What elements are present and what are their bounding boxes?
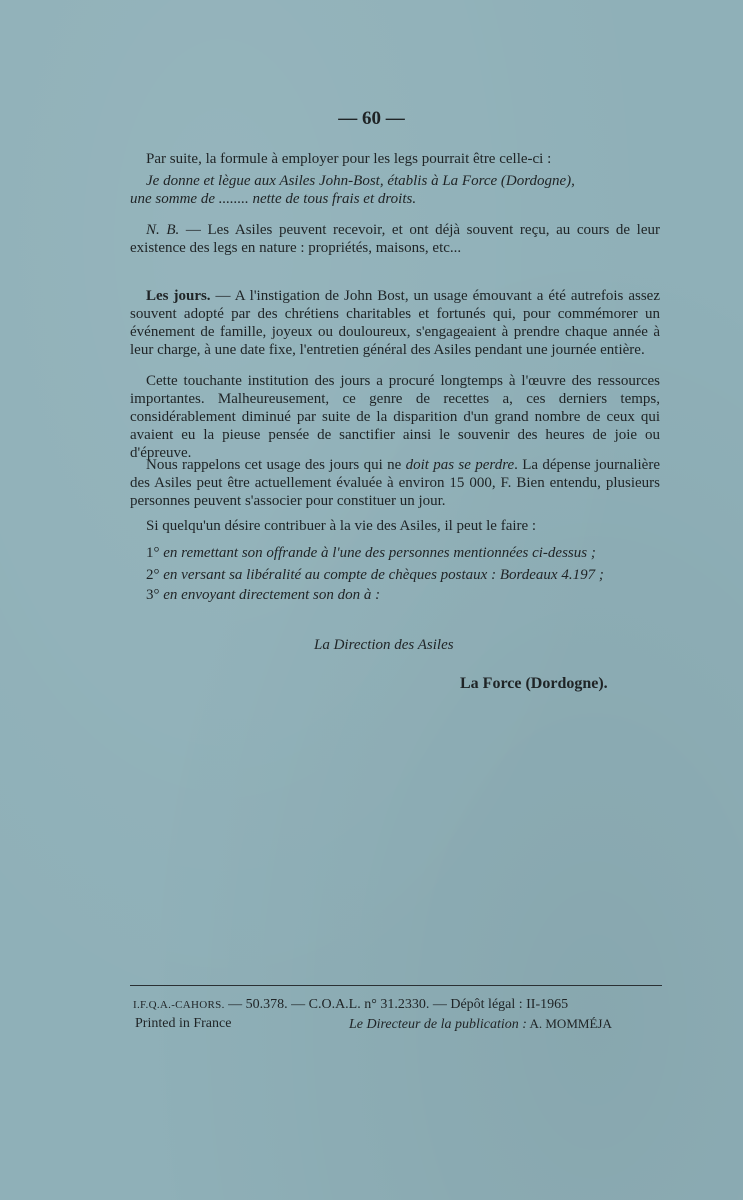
nb-text: — Les Asiles peuvent recevoir, et ont déjà souvent reçu, au cours de leur existence des legs en nature : propriétés, maisons, etc... — [130, 222, 660, 256]
jours-paragraph-1 — [130, 287, 660, 359]
footer-director-name: A. MOMMÉJA — [526, 1016, 612, 1031]
footer-codes: — 50.378. — C.O.A.L. n° 31.2330. — Dépôt légal : II-1965 — [224, 997, 569, 1012]
footer-director-label: Le Directeur de la publication : — [349, 1017, 527, 1032]
contribute-item-text: en envoyant directement son don à : — [163, 587, 381, 603]
footer-divider — [130, 985, 662, 986]
contribute-item — [146, 586, 380, 604]
footer-line-1 — [133, 997, 568, 1013]
contribute-item-num: 1° — [146, 545, 160, 561]
contribute-item-text: en remettant son offrande à l'une des personnes mentionnées ci-dessus ; — [163, 545, 596, 561]
jours-paragraph-3 — [130, 456, 660, 510]
legs-intro: Par suite, la formule à employer pour les legs pourrait être celle-ci : — [146, 151, 552, 167]
signature-direction: La Direction des Asiles — [314, 637, 454, 653]
contribute-item-text: en versant sa libéralité au compte de chèques postaux : Bordeaux 4.197 ; — [163, 567, 604, 583]
footer-printer: I.F.Q.A.-CAHORS. — [133, 999, 225, 1011]
legs-formula-line2: une somme de ........ nette de tous frais et droits. — [130, 191, 417, 207]
footer-printed: Printed in France — [135, 1016, 232, 1031]
legs-formula-line1: Je donne et lègue aux Asiles John-Bost, établis à La Force (Dordogne), — [146, 173, 575, 189]
footer-director — [349, 1016, 612, 1033]
jours-p3-a: Nous rappelons cet usage des jours qui ne — [146, 457, 406, 473]
jours-p3-b: . La dépense journalière des Asiles peut être actuellement évaluée à environ 15 000, F. Bien entendu, plusieurs personnes peuvent s'associer pour constituer un jour. — [130, 457, 660, 509]
jours-paragraph-2: Cette touchante institution des jours a procuré longtemps à l'œuvre des ressources importantes. Malheureusement, ce genre de recettes a, ces derniers temps, considérablement diminué par suite de la disparition d'un grand nombre de ceux qui avaient eu la pieuse pensée de sanctifier ainsi le souvenir des heures de joie ou d'épreuve. — [130, 373, 660, 461]
jours-p1-text: — A l'instigation de John Bost, un usage émouvant a été autrefois assez souvent adopté par des chrétiens charitables et fortunés qui, pour commémorer un événement de famille, joyeux ou douloureux, s'engageaient à prendre chaque année à leur charge, à une date fixe, l'entretien général des Asiles pendant une journée entière. — [130, 288, 660, 358]
nb-paragraph — [130, 221, 660, 257]
contribute-item — [146, 566, 604, 584]
nb-label: N. B. — [146, 222, 180, 238]
contribute-intro: Si quelqu'un désire contribuer à la vie des Asiles, il peut le faire : — [146, 518, 537, 534]
page-number: — 60 — — [338, 108, 405, 129]
contribute-item-num: 2° — [146, 567, 160, 583]
contribute-item-num: 3° — [146, 587, 160, 603]
jours-p3-italic: doit pas se perdre — [405, 457, 515, 473]
jours-heading: Les jours. — [146, 288, 211, 304]
signature-location: La Force (Dordogne). — [460, 675, 608, 692]
contribute-item — [146, 544, 596, 562]
